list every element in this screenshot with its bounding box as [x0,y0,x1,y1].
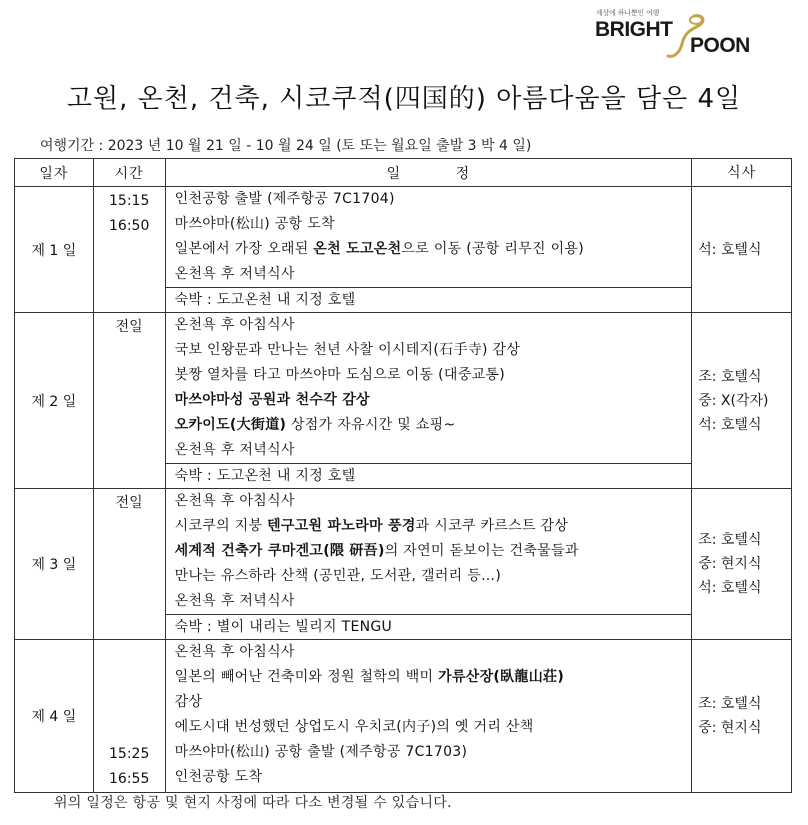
table-row [15,187,792,313]
plan-line: 온천욕 후 아침식사 [174,493,295,509]
plan-line: 온천욕 후 저녁식사 [174,442,295,458]
meal-item: 조: 호텔식 [698,696,762,712]
meal-item: 석: 호텔식 [698,416,762,433]
footnote: 위의 일정은 항공 및 현지 사정에 따라 다소 변경될 수 있습니다. [54,795,452,811]
time-value: 전일 [115,319,143,335]
plan-line: 마쓰야마(松山) 공항 출발 (제주항공 7C1703) [174,744,468,760]
time-cell [93,313,165,489]
plan-line: 시코쿠의 지붕 텐구고원 파노라마 풍경과 시코쿠 카르스트 감상 [174,518,569,534]
meal-item: 조: 호텔식 [698,368,762,385]
time-value: 15:25 [109,746,150,762]
header-meal: 식사 [692,159,792,187]
highlight-text: 온천 도고온천 [313,241,402,257]
page-title: 고원, 온천, 건축, 시코쿠적(四国的) 아름다움을 담은 4일 [66,84,742,114]
highlight-text: 세계적 건축가 쿠마겐고(隈 研吾) [174,543,385,559]
table-row [15,313,792,489]
time-value: 15:15 [109,193,150,209]
lodging-line: 숙박 : 도고온천 내 지정 호텔 [166,463,692,488]
plan-line: 인천공항 도착 [174,769,263,785]
highlight-text: 마쓰야마성 공원과 천수각 감상 [174,392,370,408]
time-value: 16:55 [109,771,150,787]
plan-line: 세계적 건축가 쿠마겐고(隈 研吾)의 자연미 돋보이는 건축물들과 [174,543,579,559]
plan-line: 마쓰야마(松山) 공항 도착 [174,216,335,232]
table-row [15,640,792,793]
day-cell: 제 1 일 [15,187,94,313]
day-cell: 제 2 일 [15,313,94,489]
logo-tagline: 세상에 하나뿐인 여행 [596,9,660,17]
lodging-line: 숙박 : 도고온천 내 지정 호텔 [166,287,692,312]
meal-cell [692,313,792,489]
highlight-text: 텐구고원 파노라마 풍경 [267,518,416,534]
plan-cell [165,489,692,640]
plan-cell [165,640,692,793]
plan-line: 온천욕 후 저녁식사 [174,593,295,609]
itinerary-table [14,158,792,793]
plan-cell [165,187,692,313]
header-day: 일자 [15,159,94,187]
plan-line: 온천욕 후 저녁식사 [174,266,295,282]
plan-line: 감상 [174,694,203,710]
meal-item: 석: 호텔식 [698,580,762,596]
plan-line: 만나는 유스하라 산책 (공민관, 도서관, 갤러리 등…) [174,568,502,584]
time-cell [93,489,165,640]
meal-cell [692,489,792,640]
time-value: 전일 [115,495,143,511]
lodging-line: 숙박 : 별이 내리는 빌리지 TENGU [166,614,692,639]
time-cell [93,187,165,313]
plan-line: 일본에서 가장 오래된 온천 도고온천으로 이동 (공항 리무진 이용) [174,241,585,257]
plan-line: 오카이도(大街道) 상점가 자유시간 및 쇼핑~ [174,417,456,433]
plan-line: 에도시대 번성했던 상업도시 우치코(内子)의 옛 거리 산책 [174,719,534,735]
table-header-row [15,159,792,187]
plan-line: 국보 인왕문과 만나는 천년 사찰 이시테지(石手寺) 감상 [174,342,521,358]
meal-item: 석: 호텔식 [698,241,762,258]
header-time: 시간 [93,159,165,187]
highlight-text: 오카이도(大街道) [174,417,287,433]
brand-logo [590,8,760,60]
plan-line: 온천욕 후 아침식사 [174,317,295,333]
plan-line [166,388,692,413]
plan-line: 온천욕 후 아침식사 [174,644,295,660]
meal-item: 중: X(각자) [698,392,769,409]
travel-period: 여행기간 : 2023 년 10 월 21 일 - 10 월 24 일 (토 또는 월요일 출발 3 박 4 일) [40,138,532,154]
time-cell [93,640,165,793]
meal-cell [692,187,792,313]
highlight-text: 가류산장(臥龍山荘) [438,669,565,685]
plan-line: 일본의 빼어난 건축미와 정원 철학의 백미 가류산장(臥龍山荘) [174,669,565,685]
plan-cell [165,313,692,489]
plan-line: 인천공항 출발 (제주항공 7C1704) [174,191,395,207]
day-cell: 제 4 일 [15,640,94,793]
table-row [15,489,792,640]
meal-item: 중: 현지식 [698,556,762,572]
logo-word-bright: BRIGHT [595,18,673,41]
logo-word-poon: POON [690,34,750,57]
meal-cell [692,640,792,793]
header-plan: 일 정 [165,159,692,187]
meal-item: 조: 호텔식 [698,532,762,548]
meal-item: 중: 현지식 [698,720,762,736]
plan-line: 봇짱 열차를 타고 마쓰야마 도심으로 이동 (대중교통) [174,367,505,383]
day-cell: 제 3 일 [15,489,94,640]
time-value: 16:50 [109,218,150,234]
